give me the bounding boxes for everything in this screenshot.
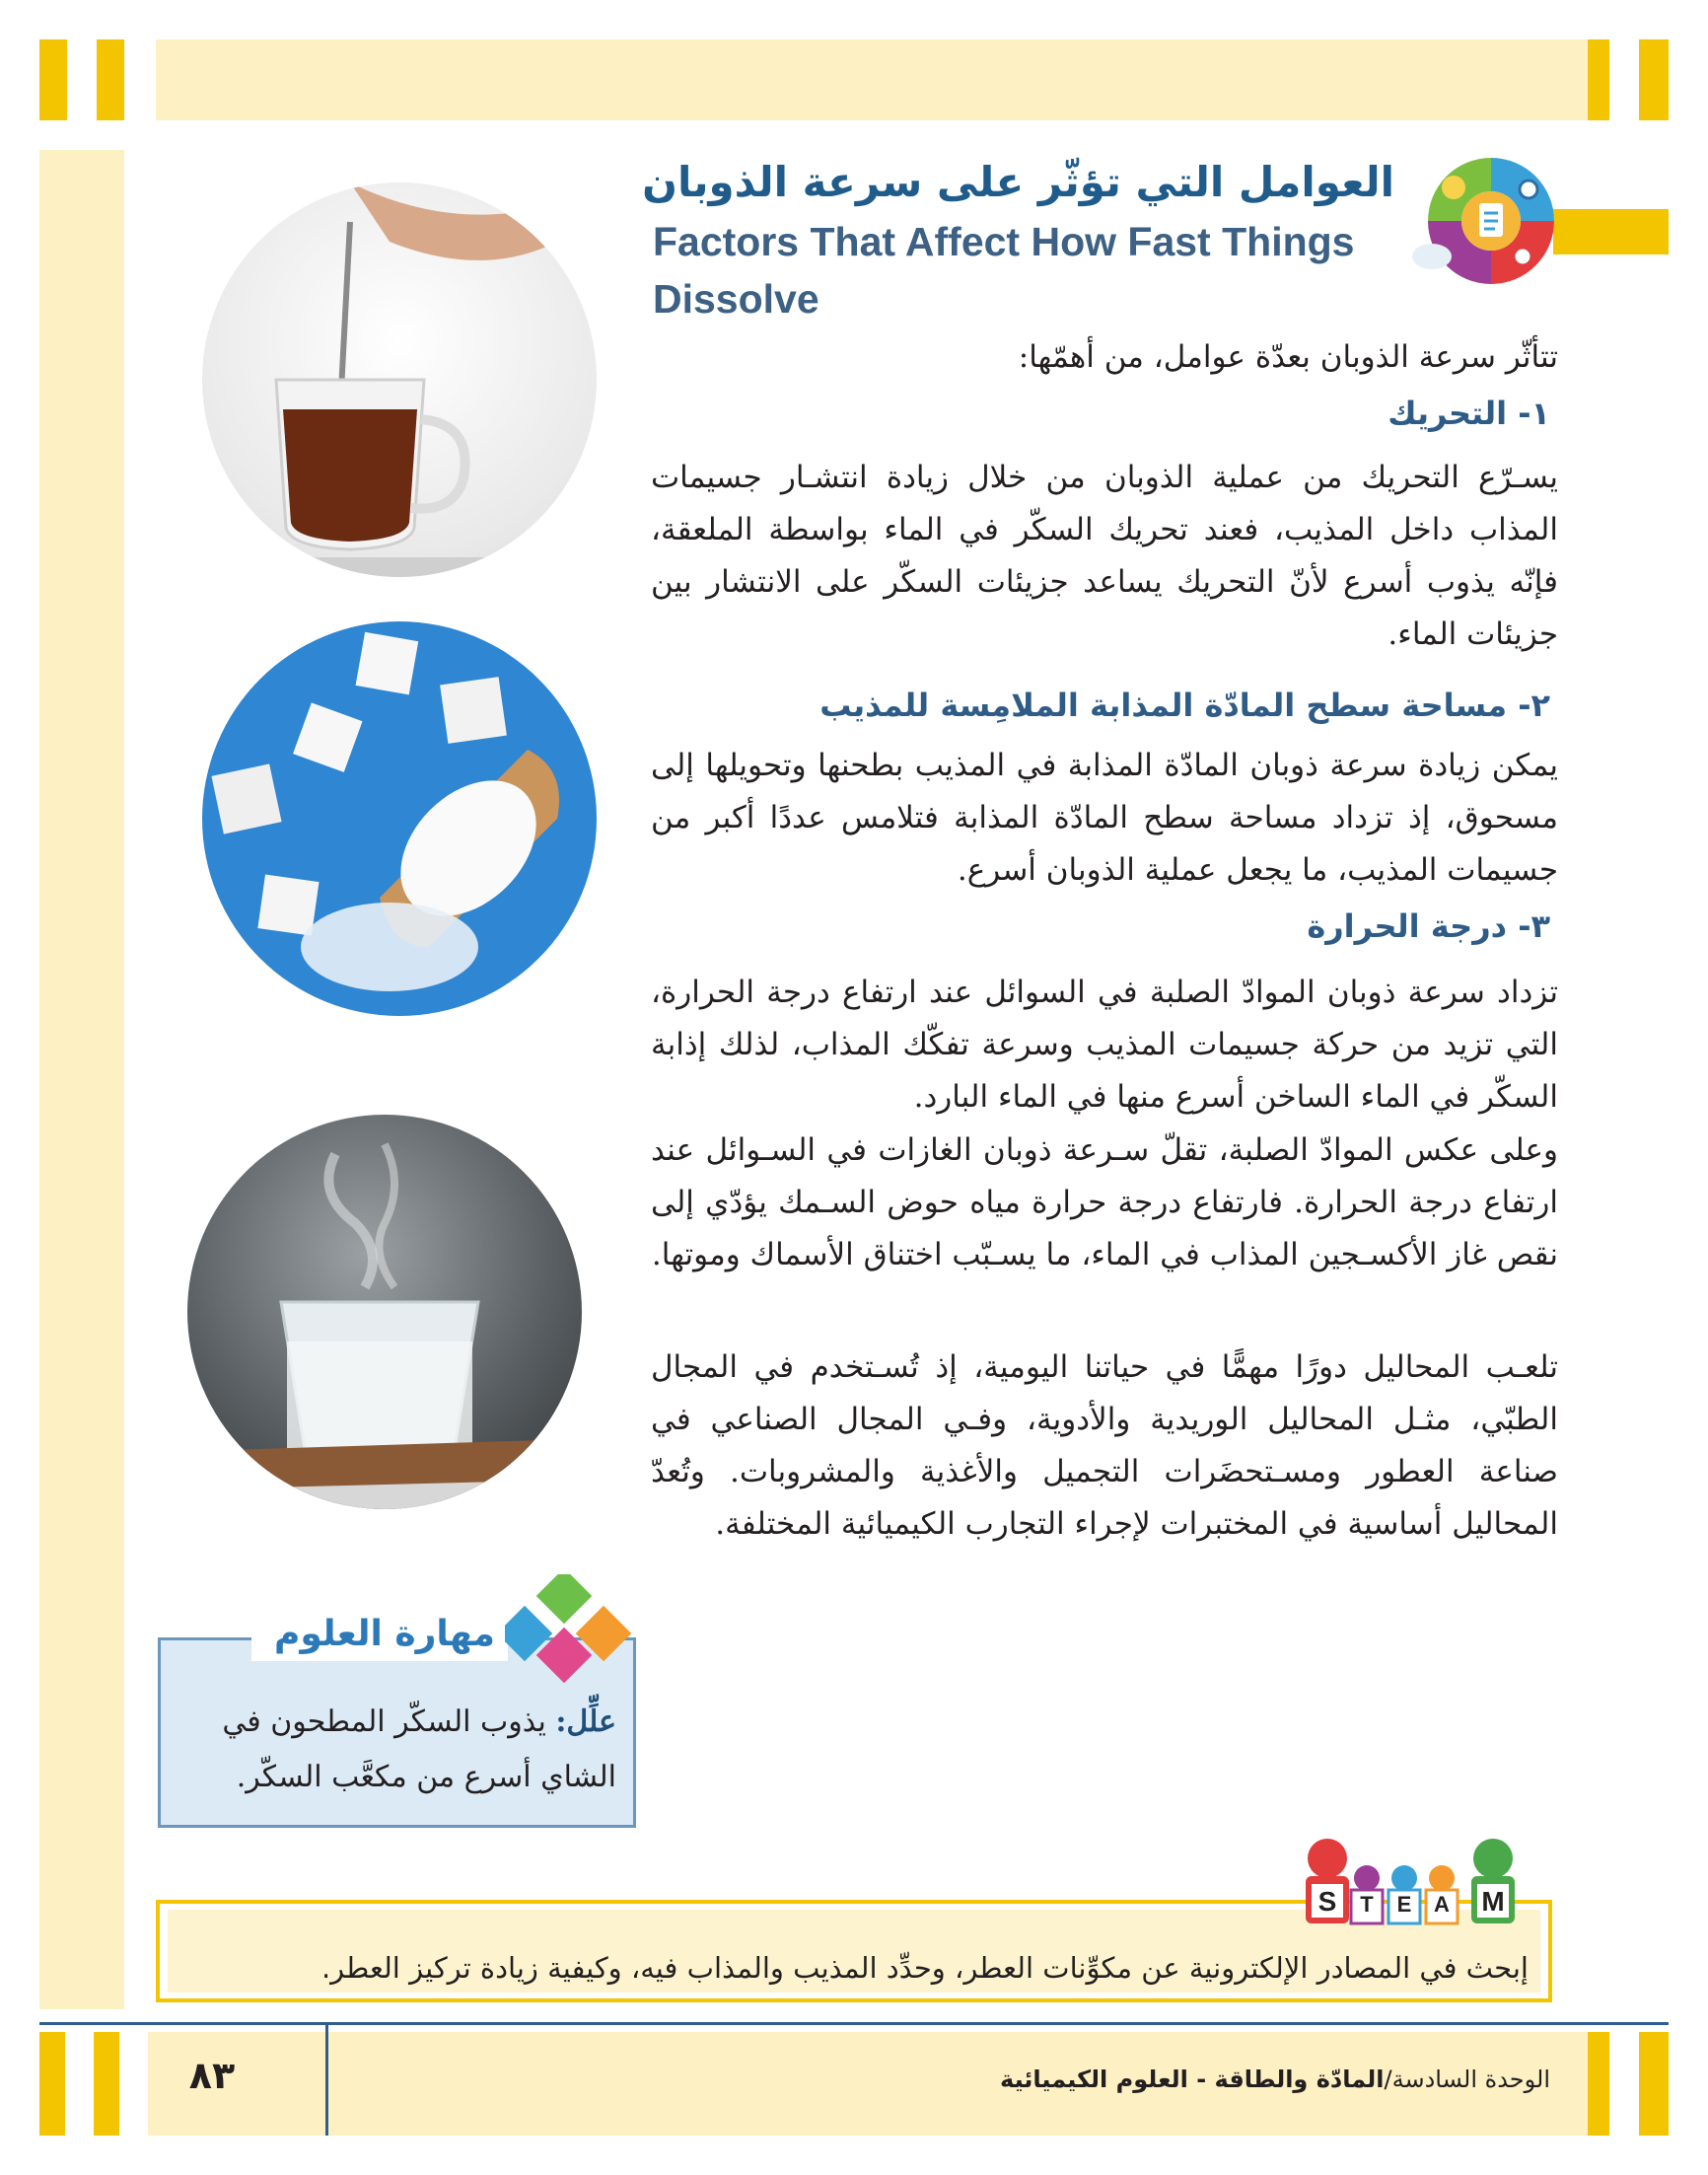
section-3-text: تزداد سرعة ذوبان الموادّ الصلبة في السوائل عند ارتفاع درجة الحرارة، التي تزيد من حركة جسيمات المذيب وسرعة تفكّك المذاب، لذلك إذابة السكّر في الماء الساخن أسرع منها في الماء البارد. — [651, 975, 1558, 1115]
section-1-heading: ١- التحريك — [1388, 395, 1550, 432]
steam-letter-e: E — [1396, 1892, 1412, 1917]
title-english-line2: Dissolve — [653, 276, 819, 322]
left-margin-strip — [39, 150, 124, 2009]
footer-rule — [39, 2022, 1669, 2025]
steam-letter-m: M — [1481, 1886, 1505, 1917]
page-number: ٨٣ — [188, 2054, 236, 2097]
footer-divider — [325, 2024, 328, 2136]
footer-unit — [1000, 2066, 1550, 2093]
title-arabic: العوامل التي تؤثّر على سرعة الذوبان — [642, 158, 1394, 206]
footer-left-bar-2 — [94, 2032, 119, 2136]
hot-water-glass-photo — [187, 1115, 582, 1509]
section-2-text: يمكن زيادة سرعة ذوبان المادّة المذابة في المذيب بطحنها وتحويلها إلى مسحوق، إذ تزداد مساحة سطح المادّة المذابة فتلامس عددًا أكبر من جسيمات المذيب، ما يجعل عملية الذوبان أسرع. — [651, 748, 1558, 888]
section-2-heading: ٢- مساحة سطح المادّة المذابة الملامِسة للمذيب — [819, 687, 1550, 724]
skill-label: علِّل: — [555, 1704, 616, 1739]
section-3-text-gases: وعلى عكس الموادّ الصلبة، تقلّ سـرعة ذوبان الغازات في السـوائل عند ارتفاع درجة الحرارة. فارتفاع درجة حرارة مياه حوض السـمك يؤدّي إلى نقص غاز الأكسـجين المذاب في الماء، ما يسـبّب اختناق الأسماك وموتها. — [651, 1132, 1558, 1272]
footer-left-bar-1 — [39, 2032, 65, 2136]
skill-question: يذوب السكّر المطحون في الشاي أسرع من مكعَّب السكّر. — [222, 1704, 616, 1794]
right-tab-bar — [1553, 209, 1669, 254]
skill-box-text — [173, 1695, 616, 1805]
skill-title: مهارة العلوم — [274, 1614, 495, 1654]
section-3-heading: ٣- درجة الحرارة — [1307, 907, 1550, 945]
puzzle-icon — [505, 1574, 643, 1683]
footer-unit-label: الوحدة السادسة/ — [1384, 2066, 1550, 2093]
top-left-bar-1 — [39, 39, 67, 120]
top-right-bar-2 — [1639, 39, 1669, 120]
top-pale-band — [156, 39, 1607, 120]
tea-stirring-photo — [202, 182, 597, 577]
steam-letter-t: T — [1360, 1892, 1374, 1917]
section-1-text: يسـرّع التحريك من عملية الذوبان من خلال زيادة انتشـار جسيمات المذاب داخل المذيب، فعند تحريك السكّر في الماء بواسطة الملعقة، فإنّه يذوب أسرع لأنّ التحريك يساعد جزيئات السكّر على الانتشار بين جزيئات الماء. — [651, 460, 1558, 652]
section-3-text-uses: تلعـب المحاليل دورًا مهمًّا في حياتنا اليومية، إذ تُسـتخدم في المجال الطبّي، مثـل المحاليل الوريدية والأدوية، وفـي المجال الصناعي في صناعة العطور ومسـتحضَرات التجميل والأغذية والمشروبات. وتُعدّ المحاليل أساسية في المختبرات لإجراء التجارب الكيميائية المختلفة. — [651, 1349, 1558, 1542]
sugar-photo — [202, 621, 597, 1016]
footer-right-bar-2 — [1639, 2032, 1669, 2136]
footer-unit-title: المادّة والطاقة - العلوم الكيميائية — [1000, 2066, 1385, 2093]
section-icon — [1412, 148, 1558, 296]
footer-right-bar-1 — [1588, 2032, 1609, 2136]
title-english-line1: Factors That Affect How Fast Things — [653, 219, 1355, 264]
steam-letter-a: A — [1434, 1892, 1450, 1917]
intro-text: تتأثّر سرعة الذوبان بعدّة عوامل، من أهمّها: — [1018, 339, 1558, 375]
top-left-bar-2 — [97, 39, 124, 120]
steam-letter-s: S — [1317, 1886, 1337, 1917]
steam-text: إبحث في المصادر الإلكترونية عن مكوِّنات العطر، وحدِّد المذيب والمذاب فيه، وكيفية زيادة تركيز العطر. — [320, 1951, 1529, 1985]
top-right-bar-1 — [1588, 39, 1609, 120]
